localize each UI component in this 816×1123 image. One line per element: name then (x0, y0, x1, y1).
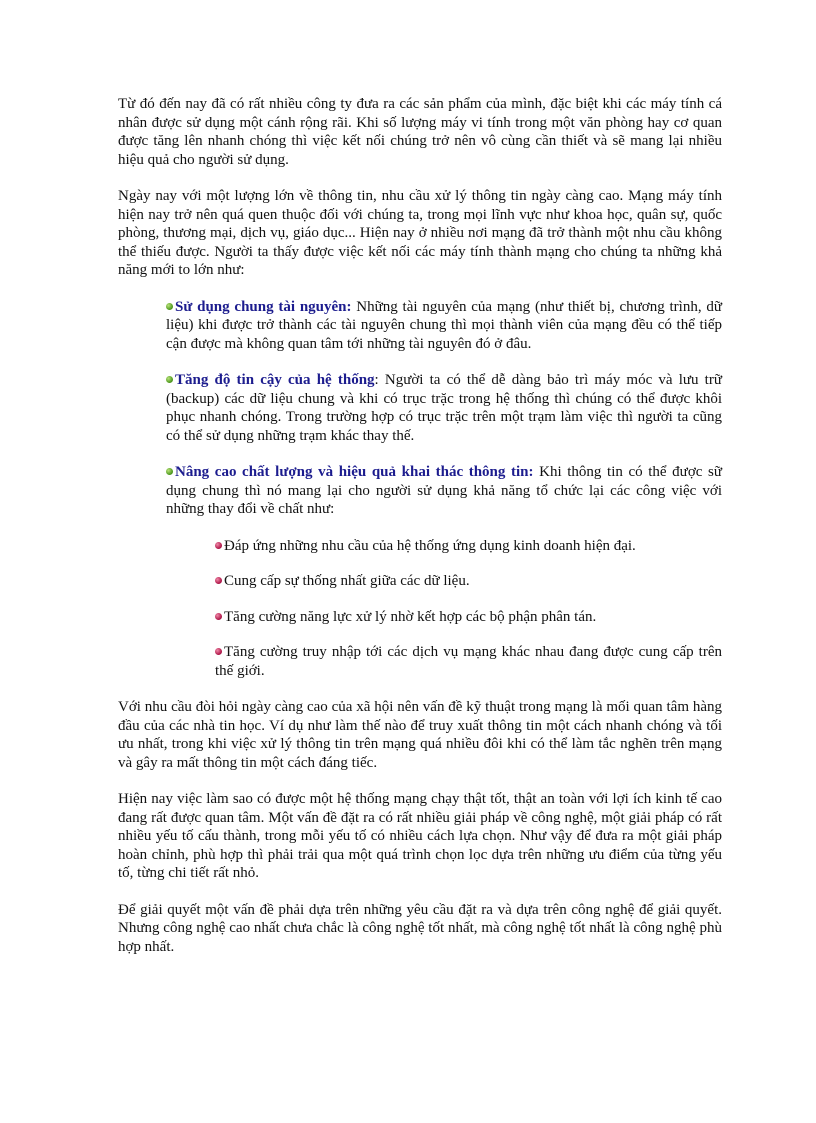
red-ball-bullet-icon (215, 542, 222, 549)
sub-benefit-list (215, 537, 722, 681)
sub-item-data-consistency (215, 572, 722, 591)
paragraph-technical-concerns: Với nhu cầu đòi hỏi ngày càng cao của xã hội nên vấn đề kỹ thuật trong mạng là mối quan tâm hàng đầu của các nhà tin học. Ví dụ như làm thế nào để truy xuất thông tin một cách nhanh chóng và tối ưu nhất, trong khi việc xử lý thông tin trên mạng quá nhiều đôi khi có thể làm tắc nghẽn trên mạng và gây ra mất thông tin một cách đáng tiếc. (118, 699, 722, 771)
document-page (118, 95, 722, 974)
benefit-item-shared-resources (166, 298, 722, 354)
benefit-item-reliability (166, 371, 722, 445)
sub-item-text: Cung cấp sự thống nhất giữa các dữ liệu. (224, 573, 470, 589)
benefit-lead: Nâng cao chất lượng và hiệu quả khai thác thông tin: (175, 464, 534, 480)
paragraph-intro: Từ đó đến nay đã có rất nhiều công ty đưa ra các sản phẩm của mình, đặc biệt khi các máy tính cá nhân được sử dụng một cánh rộng rãi. Khi số lượng máy vi tính trong một văn phòng hay cơ quan được tăng lên nhanh chóng thì việc kết nối chúng trở nên vô cùng cần thiết và sẽ mang lại nhiều hiệu quả cho người sử dụng. (118, 96, 722, 168)
red-ball-bullet-icon (215, 577, 222, 584)
green-ball-bullet-icon (166, 376, 173, 383)
sub-item-business-apps (215, 537, 722, 556)
benefit-item-information-quality (166, 463, 722, 519)
paragraph-network-needs: Ngày nay với một lượng lớn về thông tin, nhu cầu xử lý thông tin ngày càng cao. Mạng máy tính hiện nay trở nên quá quen thuộc đối với chúng ta, trong mọi lĩnh vực như khoa học, quân sự, quốc phòng, thương mại, dịch vụ, giáo dục... Hiện nay ở nhiều nơi mạng đã trở thành một nhu cầu không thể thiếu được. Người ta thấy được việc kết nối các máy tính thành mạng cho chúng ta những khả năng mới to lớn như: (118, 188, 722, 278)
red-ball-bullet-icon (215, 648, 222, 655)
green-ball-bullet-icon (166, 468, 173, 475)
sub-item-text: Tăng cường năng lực xử lý nhờ kết hợp các bộ phận phân tán. (224, 608, 597, 625)
paragraph-conclusion: Để giải quyết một vấn đề phải dựa trên những yêu cầu đặt ra và dựa trên công nghệ để giải quyết. Nhưng công nghệ cao nhất chưa chắc là công nghệ tốt nhất, mà công nghệ tốt nhất là công nghệ phù hợp nhất. (118, 901, 722, 955)
benefit-list (166, 298, 722, 519)
sub-item-text: Tăng cường truy nhập tới các dịch vụ mạng khác nhau đang được cung cấp trên thế giới. (215, 644, 722, 679)
green-ball-bullet-icon (166, 303, 173, 310)
benefit-text: Khi thông tin có thể được sữ dụng chung thì nó mang lại cho người sử dụng khả năng tổ chức lại các công việc với những thay đổi về chất như: (166, 464, 722, 517)
sub-item-distributed-processing (215, 608, 722, 627)
paragraph-solutions: Hiện nay việc làm sao có được một hệ thống mạng chạy thật tốt, thật an toàn với lợi ích kinh tế cao đang rất được quan tâm. Một vấn đề đặt ra có rất nhiều giải pháp về công nghệ, một giải pháp có rất nhiều yếu tố cấu thành, trong mỗi yếu tố có nhiều cách lựa chọn. Như vậy để đưa ra một giải pháp hoàn chỉnh, phù hợp thì phải trải qua một quá trình chọn lọc dựa trên những ưu điểm của từng yếu tố, từng chi tiết rất nhỏ. (118, 791, 722, 881)
sub-item-service-access (215, 643, 722, 680)
benefit-text: : Người ta có thể dễ dàng bảo trì máy móc và lưu trữ (backup) các dữ liệu chung và khi có trục trặc trong hệ thống thì chúng có thể được khôi phục nhanh chóng. Trong trường hợp có trục trặc trên một trạm làm việc thì người ta cũng có thể sử dụng những trạm khác thay thế. (166, 372, 722, 444)
benefit-text: Những tài nguyên của mạng (như thiết bị, chương trình, dữ liệu) khi được trở thành các tài nguyên chung thì mọi thành viên của mạng đều có thể tiếp cận được mà không quan tâm tới những tài nguyên đó ở đâu. (166, 298, 722, 352)
sub-item-text: Đáp ứng những nhu cầu của hệ thống ứng dụng kinh doanh hiện đại. (224, 537, 636, 554)
red-ball-bullet-icon (215, 613, 222, 620)
benefit-lead: Sử dụng chung tài nguyên: (175, 298, 352, 315)
benefit-lead: Tăng độ tin cậy của hệ thống (175, 372, 375, 388)
